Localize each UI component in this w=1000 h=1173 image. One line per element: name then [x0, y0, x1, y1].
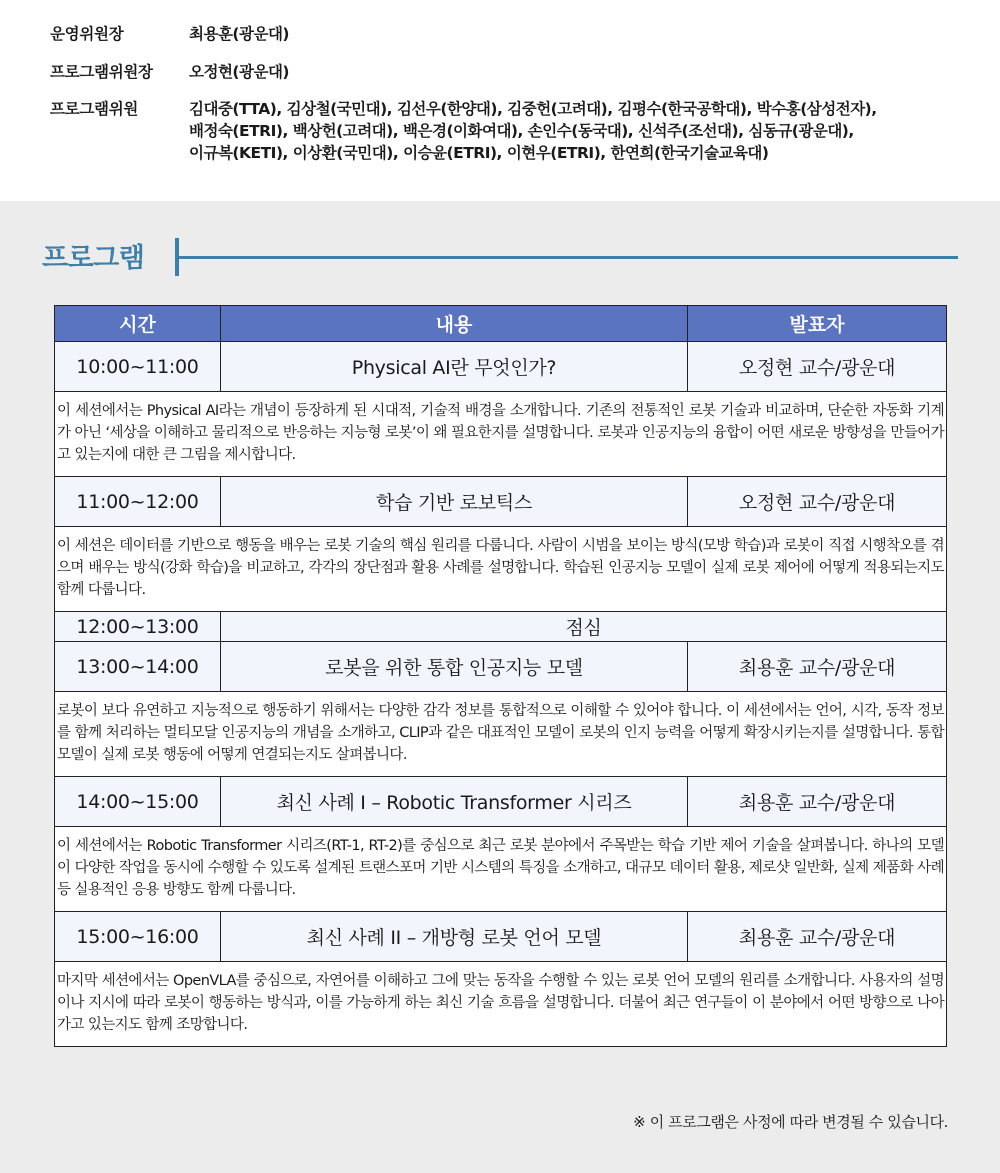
- session-desc-row: [55, 827, 947, 912]
- committee-section: [0, 0, 1000, 201]
- session-speaker: 최용훈 교수/광운대: [688, 777, 947, 827]
- session-time: 15:00~16:00: [55, 912, 221, 962]
- header-speaker: 발표자: [688, 306, 947, 342]
- session-desc-row: [55, 692, 947, 777]
- committee-role: 프로그램위원: [50, 100, 139, 118]
- session-desc-row: [55, 392, 947, 477]
- schedule-table: [54, 305, 947, 1047]
- committee-members: 오정현(광운대): [189, 63, 290, 81]
- session-row: [55, 777, 947, 827]
- header-content: 내용: [221, 306, 688, 342]
- session-description: 이 세션에서는 Robotic Transformer 시리즈(RT-1, RT-2)를 중심으로 최근 로봇 분야에서 주목받는 학습 기반 제어 기술을 살펴봅니다. 하나의 모델이 다양한 작업을 동시에 수행할 수 있도록 설계된 트랜스포머 기반 시스템의 특징을 소개하고, 대규모 데이터 활용, 제로샷 일반화, 실제 제품화 사례 등 실용적인 응용 방향도 함께 다룹니다.: [55, 827, 947, 912]
- session-description: 이 세션에서는 Physical AI라는 개념이 등장하게 된 시대적, 기술적 배경을 소개합니다. 기존의 전통적인 로봇 기술과 비교하며, 단순한 자동화 기계가 아닌 ‘세상을 이해하고 물리적으로 반응하는 지능형 로봇’이 왜 필요한지를 설명합니다. 로봇과 인공지능의 융합이 어떤 새로운 방향성을 만들어가고 있는지에 대한 큰 그림을 제시합니다.: [55, 392, 947, 477]
- session-speaker: 최용훈 교수/광운대: [688, 912, 947, 962]
- lunch-time: 12:00~13:00: [55, 612, 221, 642]
- session-title: 로봇을 위한 통합 인공지능 모델: [221, 642, 688, 692]
- committee-members-line: 이규복(KETI), 이상환(국민대), 이승윤(ETRI), 이현우(ETRI), 한연희(한국기술교육대): [189, 144, 769, 162]
- session-description: 마지막 세션에서는 OpenVLA를 중심으로, 자연어를 이해하고 그에 맞는 동작을 수행할 수 있는 로봇 언어 모델의 원리를 소개합니다. 사용자의 설명이나 지시에 따라 로봇이 행동하는 방식과, 이를 가능하게 하는 최신 기술 흐름을 설명합니다. 더불어 최근 연구들이 이 분야에서 어떤 방향으로 나아가고 있는지도 함께 조망합니다.: [55, 962, 947, 1047]
- schedule-note: ※ 이 프로그램은 사정에 따라 변경될 수 있습니다.: [633, 1113, 948, 1131]
- session-time: 14:00~15:00: [55, 777, 221, 827]
- committee-row-program-members: [50, 98, 959, 164]
- session-row: [55, 342, 947, 392]
- committee-members: 최용훈(광운대): [189, 25, 290, 43]
- committee-row-chair: [50, 23, 959, 45]
- title-divider-line: [179, 256, 958, 259]
- lunch-row: [55, 612, 947, 642]
- session-speaker: 오정현 교수/광운대: [688, 342, 947, 392]
- committee-members: [189, 98, 959, 164]
- session-title: 학습 기반 로보틱스: [221, 477, 688, 527]
- committee-row-program-chair: [50, 61, 959, 83]
- header-time: 시간: [55, 306, 221, 342]
- session-desc-row: [55, 962, 947, 1047]
- committee-members-line: 김대중(TTA), 김상철(국민대), 김선우(한양대), 김중헌(고려대), 김평수(한국공학대), 박수홍(삼성전자),: [189, 100, 877, 118]
- session-time: 13:00~14:00: [55, 642, 221, 692]
- session-description: 이 세션은 데이터를 기반으로 행동을 배우는 로봇 기술의 핵심 원리를 다룹니다. 사람이 시범을 보이는 방식(모방 학습)과 로봇이 직접 시행착오를 겪으며 배우는 방식(강화 학습)을 비교하고, 각각의 장단점과 활용 사례를 설명합니다. 학습된 인공지능 모델이 실제 로봇 제어에 어떻게 적용되는지도 함께 다룹니다.: [55, 527, 947, 612]
- session-desc-row: [55, 527, 947, 612]
- committee-role: 프로그램위원장: [50, 63, 153, 81]
- session-row: [55, 477, 947, 527]
- session-row: [55, 642, 947, 692]
- table-header-row: [55, 306, 947, 342]
- session-time: 11:00~12:00: [55, 477, 221, 527]
- session-speaker: 오정현 교수/광운대: [688, 477, 947, 527]
- committee-role: 운영위원장: [50, 25, 124, 43]
- session-time: 10:00~11:00: [55, 342, 221, 392]
- section-title: 프로그램: [42, 243, 145, 274]
- session-description: 로봇이 보다 유연하고 지능적으로 행동하기 위해서는 다양한 감각 정보를 통합적으로 이해할 수 있어야 합니다. 이 세션에서는 언어, 시각, 동작 정보를 함께 처리하는 멀티모달 인공지능의 개념을 소개하고, CLIP과 같은 대표적인 모델이 로봇의 인지 능력을 어떻게 확장시키는지를 설명합니다. 통합 모델이 실제 로봇 행동에 어떻게 연결되는지도 살펴봅니다.: [55, 692, 947, 777]
- session-title: 최신 사례 II – 개방형 로봇 언어 모델: [221, 912, 688, 962]
- committee-members-line: 배정숙(ETRI), 백상헌(고려대), 백은경(이화여대), 손인수(동국대), 신석주(조선대), 심동규(광운대),: [189, 122, 854, 140]
- session-title: 최신 사례 I – Robotic Transformer 시리즈: [221, 777, 688, 827]
- session-speaker: 최용훈 교수/광운대: [688, 642, 947, 692]
- session-row: [55, 912, 947, 962]
- lunch-label: 점심: [221, 612, 947, 642]
- session-title: Physical AI란 무엇인가?: [221, 342, 688, 392]
